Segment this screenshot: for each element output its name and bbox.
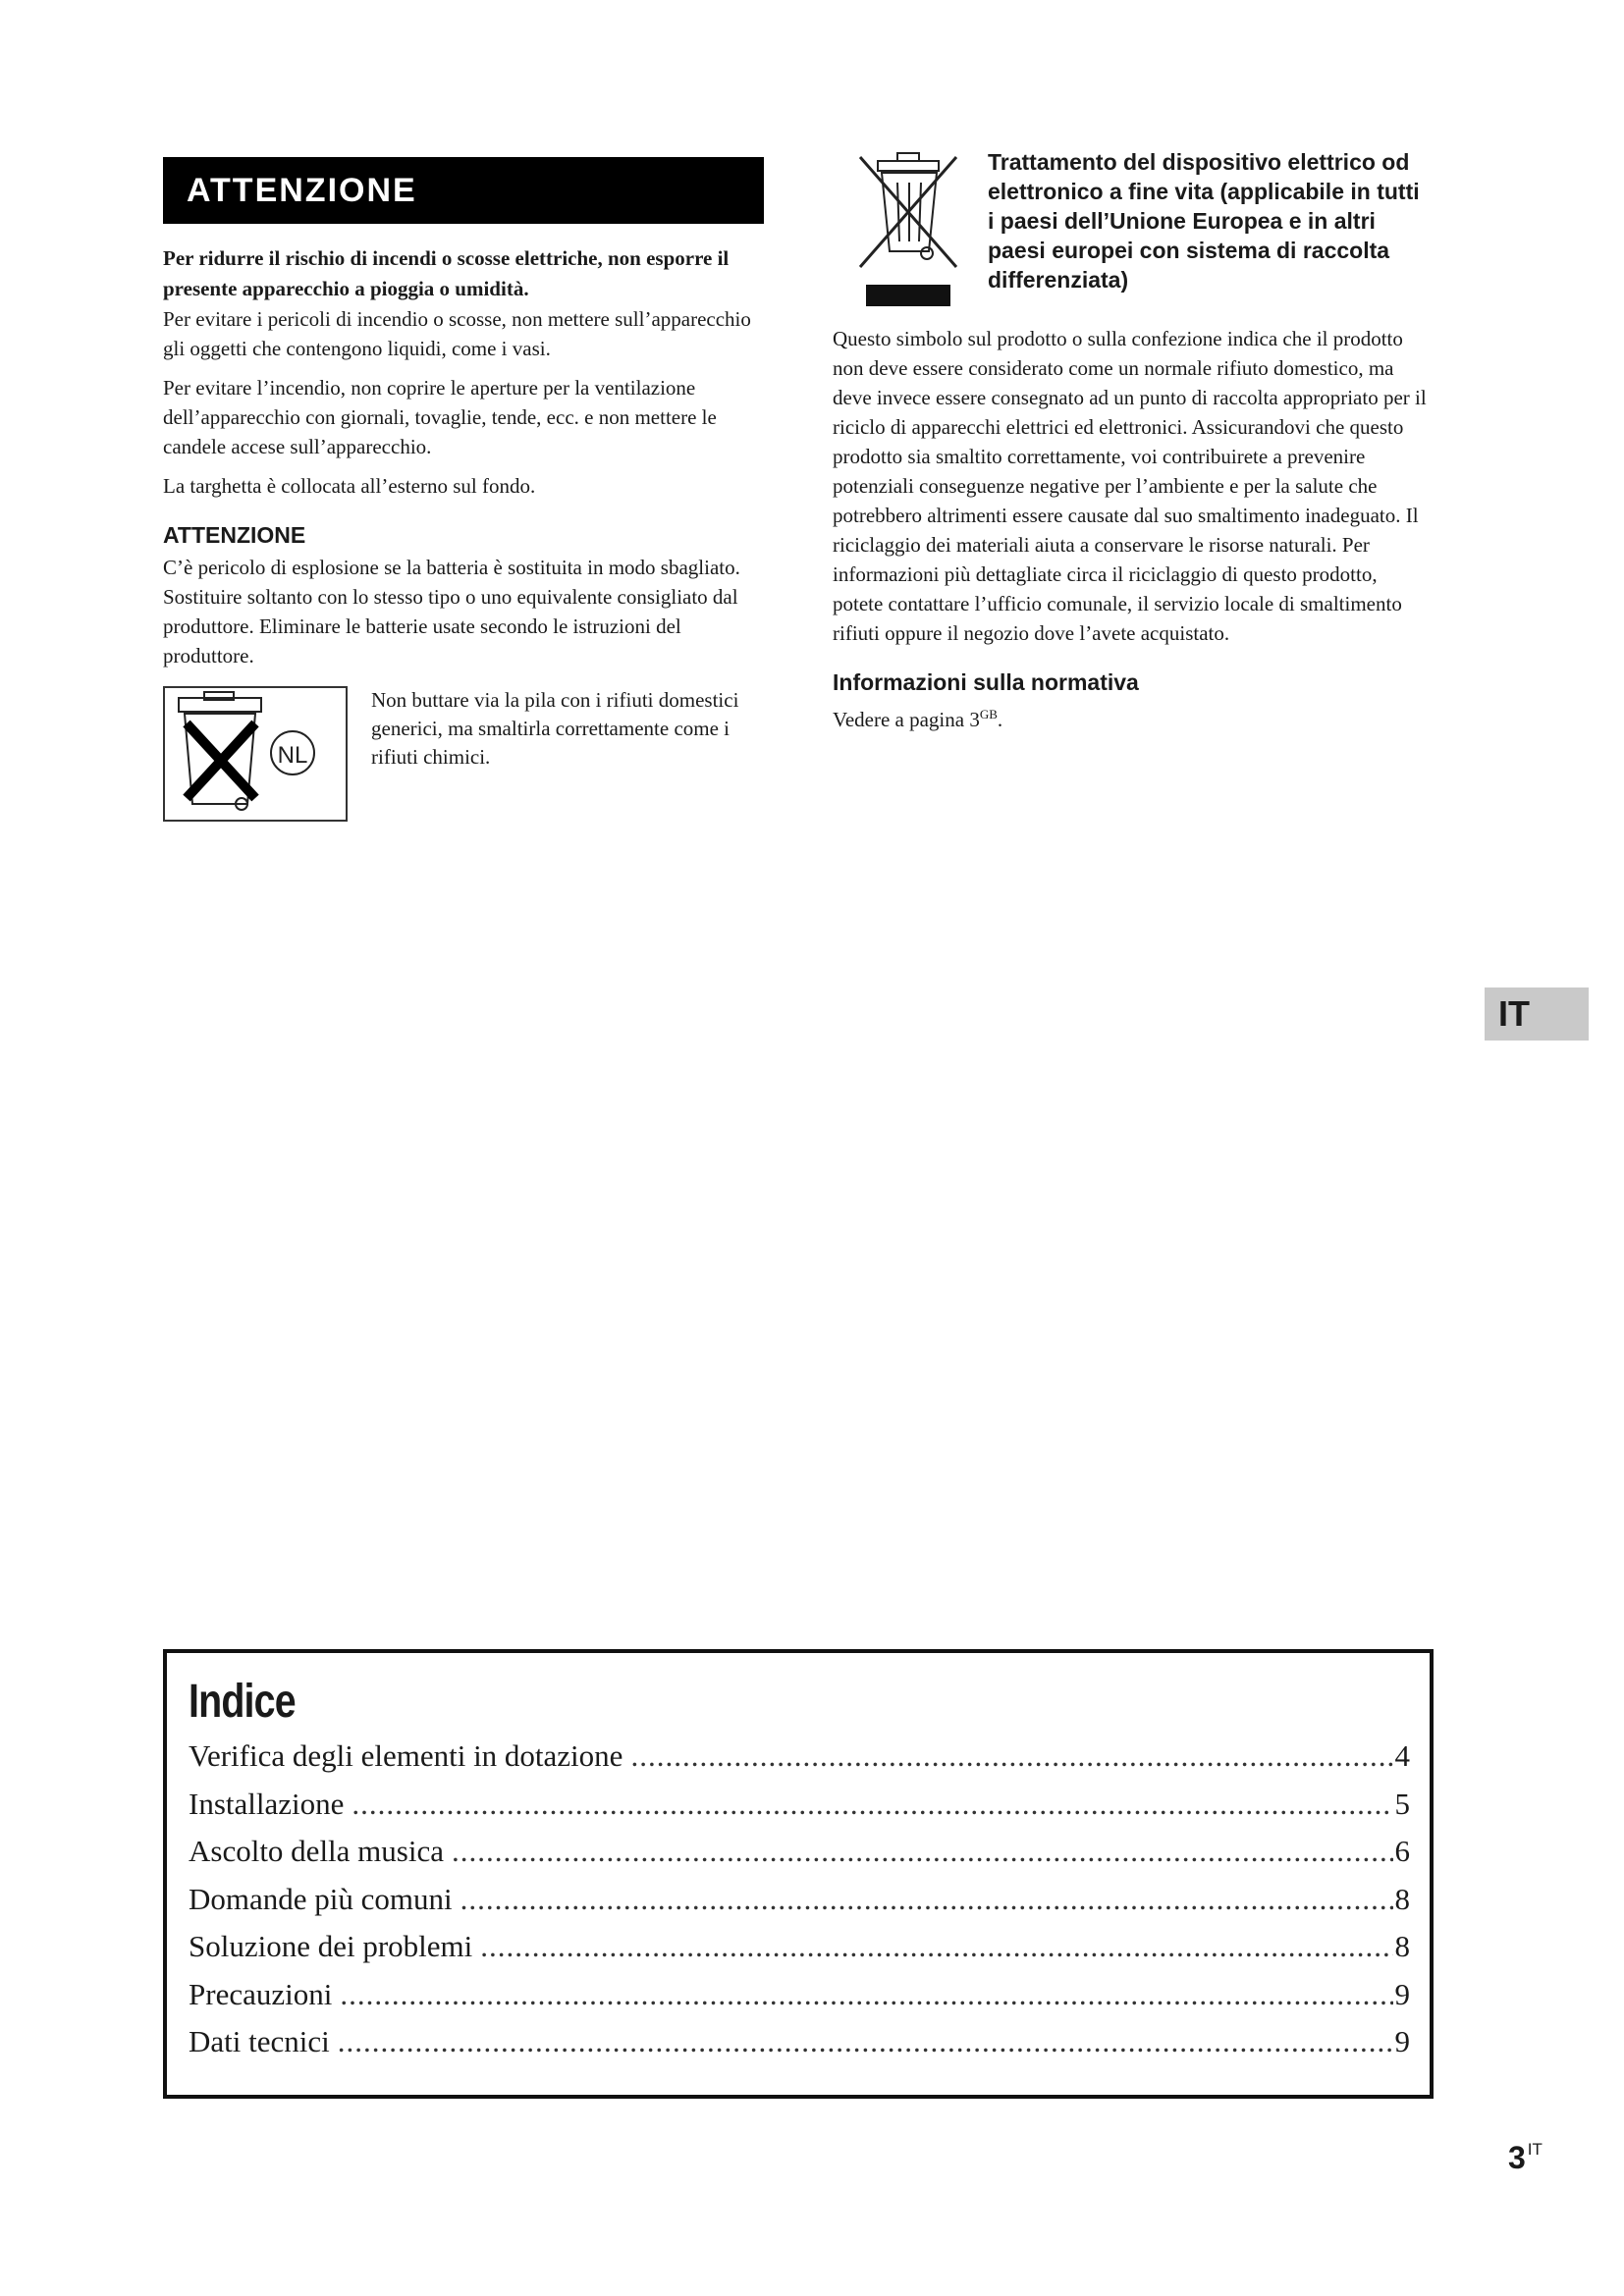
index-title: Indice [189,1676,296,1728]
toc-list [189,1738,1410,2072]
toc-leader [452,1834,1393,1869]
page-number [1508,2140,1543,2176]
toc-item[interactable] [189,1929,1410,1977]
left-column [163,157,764,822]
rating-plate-text: La targhetta è collocata all’esterno sul fondo. [163,474,536,498]
toc-leader [338,2024,1393,2059]
norm-text-main: Vedere a pagina 3 [833,708,980,731]
toc-item-page: 6 [1394,1834,1410,1868]
toc-item[interactable] [189,1787,1410,1835]
toc-item-page: 8 [1394,1881,1410,1916]
right-column [833,147,1432,734]
toc-item[interactable] [189,1738,1410,1787]
attention-banner: ATTENZIONE [163,157,764,224]
toc-item-page: 8 [1394,1929,1410,1963]
norm-text [833,700,1432,734]
toc-item-label: Dati tecnici [189,2024,330,2058]
language-tab: IT [1485,988,1589,1041]
index-box [163,1649,1434,2099]
toc-item-page: 9 [1394,2024,1410,2058]
toc-item[interactable] [189,1882,1410,1930]
toc-item[interactable] [189,2024,1410,2072]
page-number-value: 3 [1508,2140,1526,2175]
toc-leader [630,1738,1392,1774]
toc-item-label: Installazione [189,1786,345,1821]
toc-item-label: Ascolto della musica [189,1834,444,1868]
toc-leader [352,1787,1392,1822]
toc-leader [460,1882,1393,1917]
norm-text-end: . [997,708,1003,731]
battery-disposal-text: Non buttare via la pila con i rifiuti domestici generici, ma smaltirla correttamente come i rifiuti chimici. [371,688,739,769]
toc-item-label: Verifica degli elementi in dotazione [189,1738,623,1773]
toc-item-page: 9 [1394,1976,1410,2011]
warning-bold-text: Per ridurre il rischio di incendi o scosse elettriche, non esporre il presente apparecchio a pioggia o umidità. [163,246,730,300]
toc-item[interactable] [189,1834,1410,1882]
weee-body-text: Questo simbolo sul prodotto o sulla confezione indica che il prodotto non deve essere considerato come un normale rifiuto domestico, ma deve invece essere consegnato ad un punto di raccolta appropriato per il riciclo di apparecchi elettrici ed elettronici. Assicurandovi che questo prodotto sia smaltito correttamente, voi contribuirete a prevenire potenziali conseguenze negative per l’ambiente e per la salute che potrebbero altrimenti essere causate dal suo smaltimento inadeguato. Il riciclaggio dei materiali aiuta a conservare le risorse naturali. Per informazioni più dettagliate circa il riciclaggio di questo prodotto, potete contattare l’ufficio comunale, il servizio locale di smaltimento rifiuti oppure il negozio dove l’avete acquistato. [833,327,1427,645]
toc-leader [340,1977,1392,2012]
norm-heading: Informazioni sulla normativa [833,669,1139,695]
page-number-suffix: IT [1527,2140,1543,2159]
battery-heading: ATTENZIONE [163,522,306,548]
toc-item-page: 5 [1394,1786,1410,1821]
nl-label: NL [277,742,308,769]
toc-item[interactable] [189,1977,1410,2025]
weee-title: Trattamento del dispositivo elettrico od elettronico a fine vita (applicabile in tutti i paesi dell’Unione Europea e in altri paesi europei con sistema di raccolta differenziata) [988,149,1420,293]
liquids-warning-text: Per evitare i pericoli di incendio o scosse, non mettere sull’apparecchio gli oggetti che contengono liquidi, come i vasi. [163,307,751,360]
battery-disposal-nl-icon [163,686,348,822]
ventilation-warning-text: Per evitare l’incendio, non coprire le aperture per la ventilazione dell’apparecchio con giornali, tovaglie, tende, ecc. e non mettere le candele accese sull’apparecchio. [163,376,717,458]
weee-header-row [833,147,1432,314]
crossed-out-wheelie-bin-icon [854,147,962,314]
toc-leader [480,1929,1392,1964]
toc-item-label: Soluzione dei problemi [189,1929,473,1963]
toc-item-label: Precauzioni [189,1976,333,2011]
battery-warning-text: C’è pericolo di esplosione se la batteria è sostituita in modo sbagliato. Sostituire soltanto con lo stesso tipo o uno equivalente consigliato dal produttore. Eliminare le batterie usate secondo le istruzioni del produttore. [163,556,740,667]
norm-sup: GB [979,707,998,721]
toc-item-page: 4 [1394,1738,1410,1773]
toc-item-label: Domande più comuni [189,1881,453,1916]
battery-disposal-row [163,686,764,822]
